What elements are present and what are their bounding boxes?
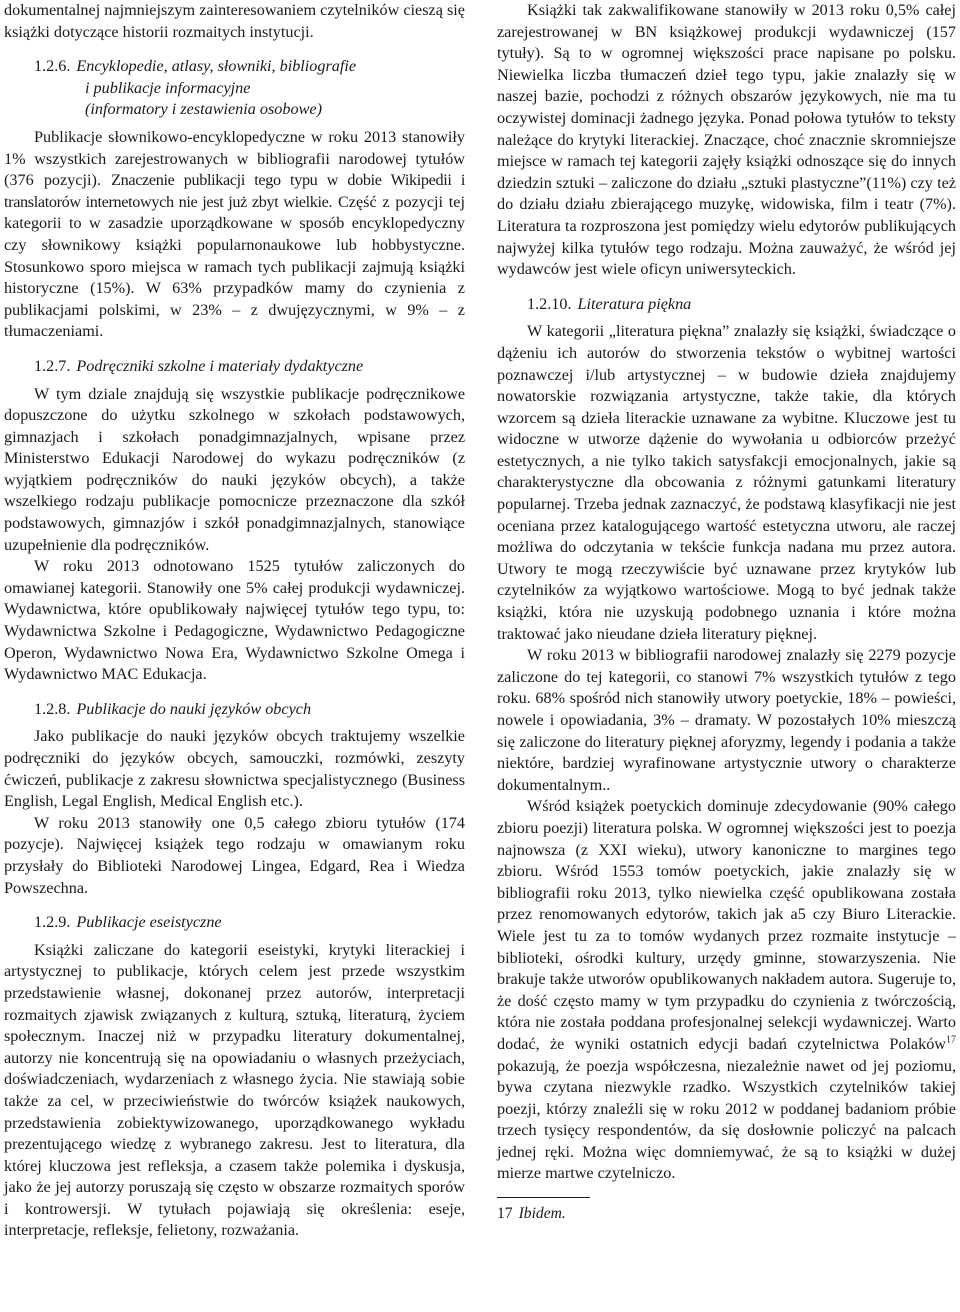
- footnote-reference[interactable]: 17: [946, 1034, 956, 1046]
- section-1-2-6-heading: [34, 56, 465, 121]
- section-1-2-10-heading: [527, 294, 956, 316]
- section-1-2-9-paragraph-1: Książki zaliczane do kategorii eseistyki, krytyki literackiej i artystycznej to publikacje, których celem jest przede wszystkim przedstawienie własnej, dokonanej przez autorów, interpretacji rozmaitych zjawisk związanych z kulturą, sztuką, literaturą, życiem społecznym. Inaczej niż w przypadku literatury dokumentalnej, autorzy nie koncentrują się na opowiadaniu o własnych przeżyciach, doświadczeniach, wydarzeniach z własnego życia. Nie stawiają sobie także za cel, w przeciwieństwie do twórców książek naukowych, przedstawienia zobiektywizowanego, uporządkowanego wykładu prezentującego wiedzę z wybranego zakresu. Jest to literatura, dla której kluczowa jest refleksja, a czasem także polemika i dyskusja, jako że jej autorzy poruszają się często w obszarze rozmaitych sporów i kontrowersji. W tytułach pojawiają się określenia: eseje, interpretacje, refleksje, felietony, rozważania.: [4, 940, 465, 1240]
- right-column: [497, 0, 956, 1224]
- section-title-line-1: Encyklopedie, atlasy, słowniki, bibliografie: [76, 57, 357, 76]
- section-1-2-6-paragraph: [4, 127, 465, 343]
- essay-continuation-paragraph: Książki tak zakwalifikowane stanowiły w 2013 roku 0,5% całej zarejestrowanej w BN książkowej produkcji wydawniczej (157 tytuły). Są to w ogromnej większości prace napisane po polsku. Niewielka liczba tłumaczeń dzieł tego typu, jakie znalazły się w naszej bazie, pochodzi z różnych obszarów językowych, nie ma tu oczywistej dominacji żadnego języka. Ponad połowa tytułów to teksty należące do krytyki literackiej. Znaczące, choć znacznie skromniejsze miejsce w ramach tej kategorii zajęły książki odnoszące się do innych dziedzin sztuki – zaliczone do działu „sztuki plastyczne”(11%) czy też do działu działu zbierającego muzykę, widowiska, film i teatr (7%). Literatura ta rozproszona jest pomiędzy wielu edytorów publikujących najwyżej kilka tytułów tego rodzaju. Można zauważyć, że wśród jej wydawców jest wiele oficyn uniwersyteckich.: [497, 1, 956, 279]
- paragraph-text-condensed: Znaczenie publikacji tego typu w dobie Wikipedii i translatorów internetowych nie jest już zbyt wielkie.: [4, 171, 465, 211]
- paragraph-text: Wśród książek poetyckich dominuje zdecydowanie (90% całego zbioru poezji) literatura polska. W ogromnej większości jest to poezja najnowsza (z XXI wieku), utwory kanoniczne to margines tego zbioru. Wśród 1553 tomów poetyckich, jakie znalazły się w bibliografii roku 2013, tylko niewielka część opublikowana została przez renomowanych edytorów, takich jak a5 czy Biuro Literackie. Wiele jest tu za to tomów wydanych przez rozmaite instytucje – biblioteki, ośrodki kultury, urzędy gminne, stowarzyszenia. Nie brakuje także utworów opublikowanych nakładem autora. Sugeruje to, że dość często mamy w tym przypadku do czynienia z twórczością, która nie została poddana profesjonalnej selekcji wydawniczej. Warto dodać, że wyniki ostatnich edycji badań czytelnictwa Polaków: [497, 797, 956, 1053]
- section-title: Publikacje do nauki języków obcych: [76, 699, 312, 718]
- section-title: Podręczniki szkolne i materiały dydaktyczne: [76, 356, 364, 375]
- footnote-number: 17: [497, 1205, 513, 1223]
- footnote-text: Ibidem.: [518, 1205, 566, 1223]
- section-title: Publikacje eseistyczne: [76, 913, 222, 932]
- section-1-2-10-paragraph-2: W roku 2013 w bibliografii narodowej znalazły się 2279 pozycje zaliczone do tej kategorii, co stanowi 7% wszystkich tytułów z tego roku. 68% spośród nich stanowiły utwory poetyckie, 18% – powieści, nowele i opowiadania, 3% – dramaty. W pozostałych 10% mieszczą się zaliczone do literatury pięknej aforyzmy, legendy i podania a także niektóre, bardziej wyrafinowane artystycznie utwory o charakterze dokumentalnym..: [497, 646, 956, 794]
- section-number: 1.2.6.: [34, 57, 71, 76]
- left-column: [4, 0, 465, 1242]
- section-number: 1.2.8.: [34, 699, 71, 718]
- paragraph-text: Publikacje słownikowo-encyklopedyczne w roku 2013 stanowiły 1% wszystkich zarejestrowanych w bibliografii narodowej tytułów (376 pozycji).: [4, 127, 465, 190]
- section-1-2-8-paragraph-2: W roku 2013 stanowiły one 0,5 całego zbioru tytułów (174 pozycje). Najwięcej książek tego rodzaju w omawianym roku przysłały do Biblioteki Narodowej Lingea, Edgard, Rea i Wiedza Powszechna.: [4, 813, 465, 897]
- section-1-2-10-paragraph-3: [497, 796, 956, 1185]
- section-1-2-10-paragraph-1: W kategorii „literatura piękna” znalazły się książki, świadczące o dążeniu ich autorów do stworzenia tekstów o wybitnej wartości poznawczej i/lub artystycznej – w budowie dzieła znajdujemy nowatorskie rozwiązania artystyczne, także takie, dla których wzorcem są dzieła literackie uznawane za wybitne. Kluczowe jest tu widoczne w utworze dążenie do wywołania u odbiorców przeżyć estetycznych, a nie tylko takich satysfakcji emocjonalnych, jakie są charakterystyczne dla obcowania z różnymi gatunkami literatury popularnej. Trzeba jednak zaznaczyć, że podstawą klasyfikacji nie jest oceniana przez katalogującego wartość estetyczna utworu, ale raczej możliwa do odczytania w tekście funkcja nadana mu przez autora. Utwory te mogą rzeczywiście być uznawane przez krytyków lub czytelników za wyjątkowo wartościowe. Mogą to być jednak także książki, która nie uzyskują podobnego uznania i które można traktować jako nieudane dzieła literatury pięknej.: [497, 322, 956, 643]
- section-number: 1.2.7.: [34, 356, 71, 375]
- section-1-2-8-heading: [34, 699, 465, 721]
- paragraph-text-rest: pokazują, że poezja współczesna, niezależnie nawet od jej poziomu, bywa czytana niezwykle rzadko. Wszystkich czytelników takiej poezji, którzy znaleźli się w roku 2012 w poddanej badaniom próbie trzech tysięcy respondentów, da się dosłownie policzyć na palcach jednej ręki. Można więc domniemywać, że są to książki w dużej mierze martwe czytelniczo.: [497, 1056, 956, 1183]
- section-1-2-7-paragraph-1: W tym dziale znajdują się wszystkie publikacje podręcznikowe dopuszczone do użytku szkolnego w szkołach podstawowych, gimnazjach i szkołach ponadgimnazjalnych, wpisane przez Ministerstwo Edukacji Narodowej do wykazu podręczników (z wyjątkiem podręczników do nauki języków obcych), a także wszelkiego rodzaju publikacje pomocnicze przeznaczone dla szkół podstawowych, gimnazjów i szkół ponadgimnazjalnych, stanowiące uzupełnienie dla podręczników.: [4, 384, 465, 554]
- section-title-line-2: i publikacje informacyjne: [85, 78, 251, 97]
- section-1-2-7-paragraph-2: W roku 2013 odnotowano 1525 tytułów zaliczonych do omawianej kategorii. Stanowiły one 5% całej produkcji wydawniczej. Wydawnictwa, które opublikowały najwięcej tytułów tego typu, to: Wydawnictwa Szkolne i Pedagogiczne, Wydawnictwo Pedagogiczne Operon, Wydawnictwo Nowa Era, Wydawnictwo Szkolne Omega i Wydawnictwo MAC Edukacja.: [4, 557, 465, 684]
- paragraph-text-rest: Część z pozycji tej kategorii to w zasadzie uporządkowane w sposób encyklopedyczny czy słownikowy książki popularnonaukowe lub hobbystyczne. Stosunkowo sporo miejsca w ramach tych publikacji zajmują książki historyczne (15%). W 63% przypadków mamy do czynienia z publikacjami polskimi, w 23% – z dwujęzycznymi, w 9% – z tłumaczeniami.: [4, 192, 465, 341]
- section-title-line-3: (informatory i zestawienia osobowe): [85, 100, 322, 119]
- section-1-2-7-heading: [34, 356, 465, 378]
- section-title: Literatura piękna: [577, 294, 692, 313]
- footnote: [497, 1204, 956, 1224]
- footnote-divider: [497, 1197, 590, 1198]
- intro-tail-paragraph: dokumentalnej najmniejszym zainteresowaniem czytelników cieszą się książki dotyczące historii rozmaitych instytucji.: [4, 1, 465, 41]
- section-1-2-9-heading: [34, 912, 465, 934]
- section-number: 1.2.10.: [527, 294, 572, 313]
- section-1-2-8-paragraph-1: Jako publikacje do nauki języków obcych traktujemy wszelkie podręczniki do języków obcych, samouczki, rozmówki, zeszyty ćwiczeń, publikacje z zakresu słownictwa specjalistycznego (Business English, Legal English, Medical English etc.).: [4, 727, 465, 811]
- section-number: 1.2.9.: [34, 913, 71, 932]
